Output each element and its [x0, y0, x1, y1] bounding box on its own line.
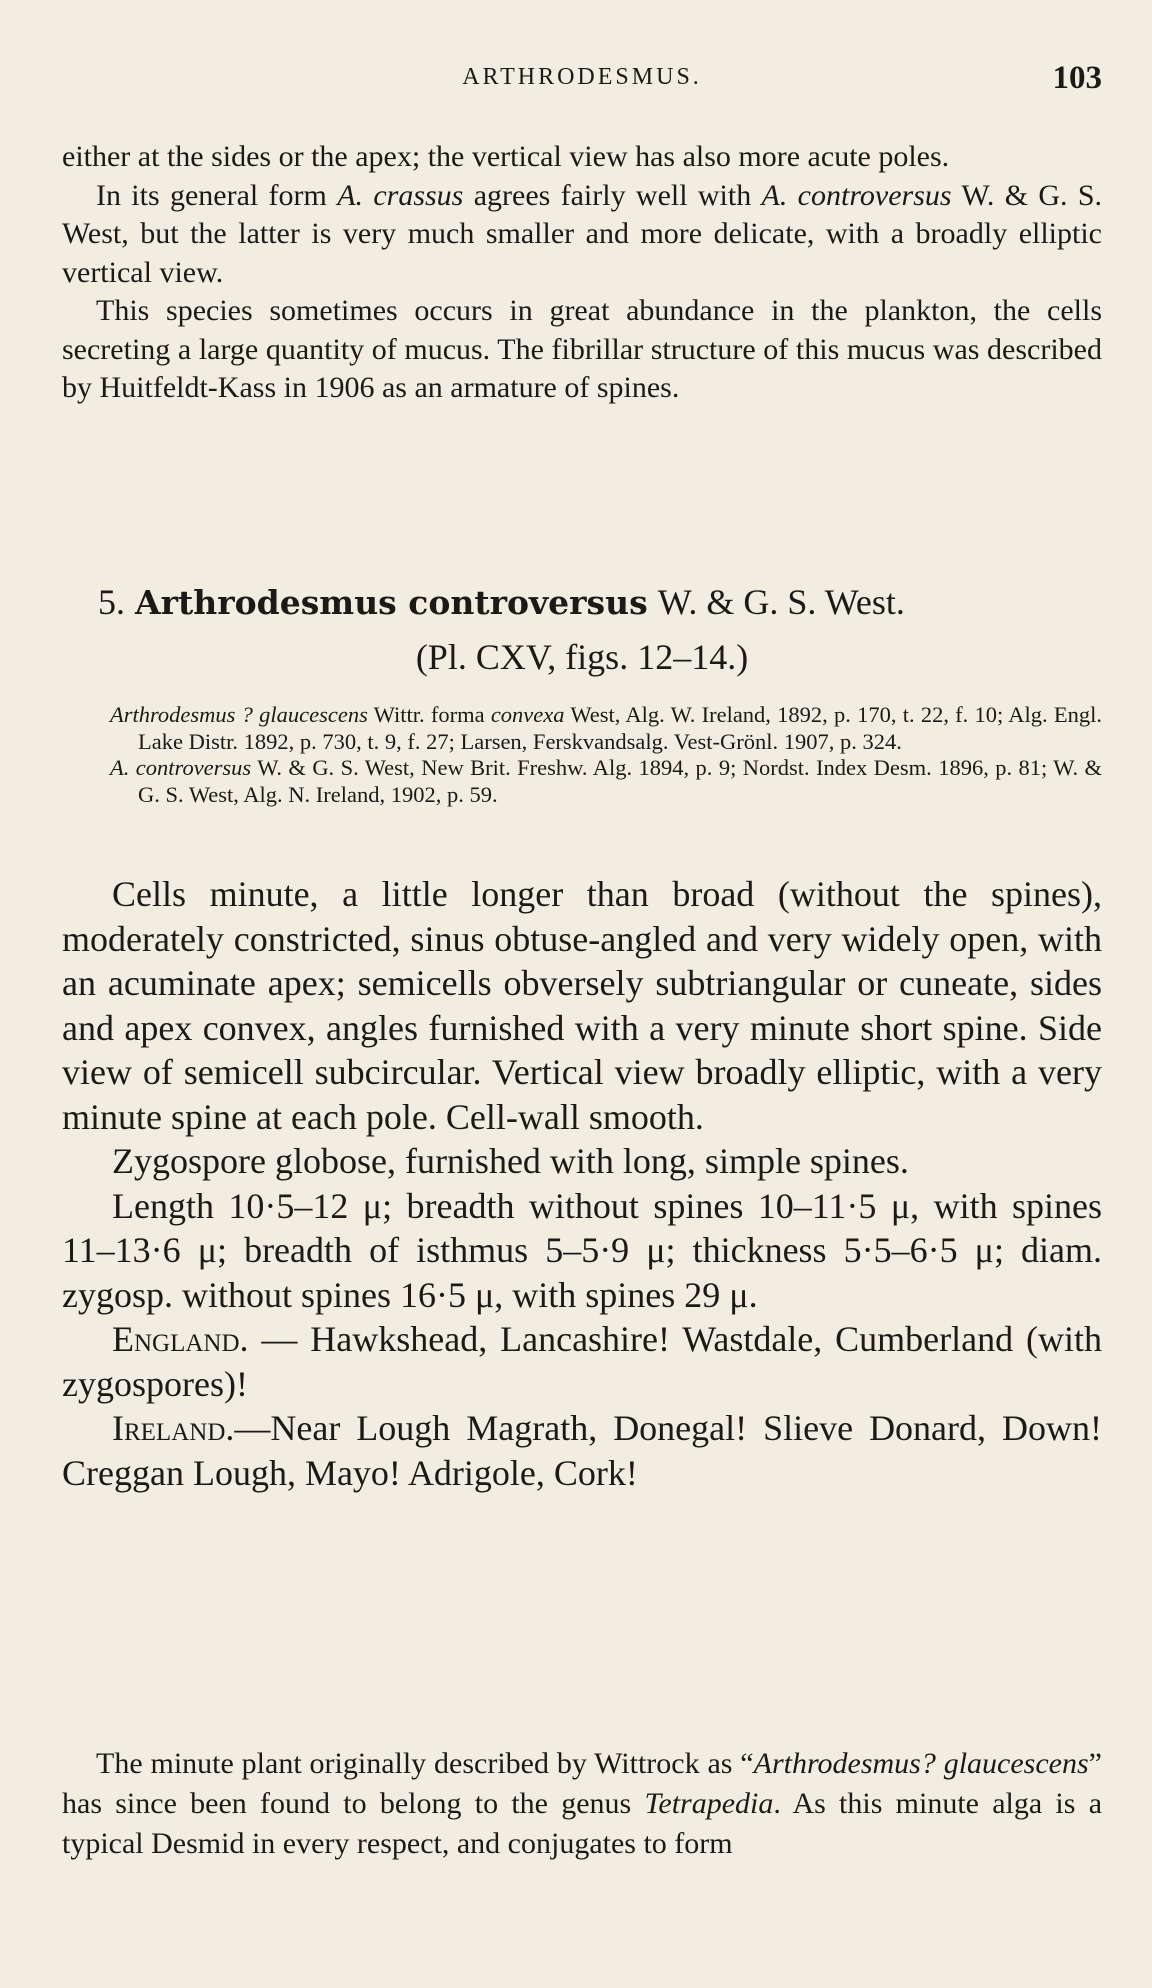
description-paragraph-1: Cells minute, a little longer than broad (without the spines), moderately constricted, sinus obtuse-angled and very widely open, with an acuminate apex; semicells obversely subtriangular or cuneate, sides and apex convex, angles furnished with a very minute short spine. Side view of semicell subcircular. Vertical view broadly elliptic, with a very minute spine at each pole. Cell-wall smooth. [62, 874, 1102, 1137]
distribution-ireland [62, 1406, 1102, 1495]
intro-text [62, 138, 1102, 408]
description-paragraph-2: Zygospore globose, furnished with long, simple spines. [112, 1141, 909, 1181]
intro-p2-text-a: In its general form [96, 178, 338, 212]
synonym-entry-1 [110, 702, 1102, 755]
england-label: England. [112, 1319, 249, 1359]
plate-reference: (Pl. CXV, figs. 12–14.) [415, 637, 749, 677]
synonym-1-refs: West, Alg. W. Ireland, 1892, p. 170, t. 22, f. 10; Alg. Engl. Lake Distr. 1892, p. 730, t. 9, f. 27; Larsen, Ferskvandsalg. Vest-Grönl. 1907, p. 324. [138, 702, 1102, 754]
synonym-1-name: Arthrodesmus ? glaucescens [110, 702, 368, 727]
synonym-1-forma: convexa [490, 702, 565, 727]
intro-paragraph-1: either at the sides or the apex; the vertical view has also more acute poles. [62, 140, 950, 173]
closing-note [62, 1744, 1102, 1864]
closing-taxon: Arthrodesmus? glaucescens [753, 1747, 1089, 1780]
intro-paragraph-3: This species sometimes occurs in great abundance in the plankton, the cells secreting a large quantity of mucus. The fibrillar structure of this mucus was described by Huitfeldt-Kass in 1906 as an armature of spines. [62, 294, 1102, 404]
synonym-1-text-b: Wittr. forma [367, 702, 491, 727]
species-heading-block [62, 578, 1102, 681]
synonym-entry-2 [110, 755, 1102, 808]
ireland-label: Ireland. [112, 1408, 235, 1448]
book-page [62, 0, 1102, 1988]
intro-p2-text-e: W. & G. S. West, but the latter is very much smaller and more delicate, with a broadly elliptic vertical view. [62, 178, 1103, 289]
closing-text-a: The minute plant originally described by Wittrock as “ [96, 1747, 754, 1780]
ireland-localities: —Near Lough Magrath, Donegal! Slieve Donard, Down! Creggan Lough, Mayo! Adrigole, Cork! [62, 1408, 1102, 1493]
distribution-england [62, 1317, 1102, 1406]
measurements-paragraph: Length 10·5–12 μ; breadth without spines 10–11·5 μ, with spines 11–13·6 μ; breadth of isthmus 5–5·9 μ; thickness 5·5–6·5 μ; diam. zygosp. without spines 16·5 μ, with spines 29 μ. [62, 1185, 1102, 1315]
synonymy-list [110, 702, 1102, 808]
taxon-a-controversus: A. controversus [761, 178, 952, 212]
species-number: 5. [98, 582, 125, 622]
synonym-2-refs: W. & G. S. West, New Brit. Freshw. Alg. 1894, p. 9; Nordst. Index Desm. 1896, p. 81; W. & G. S. West, Alg. N. Ireland, 1902, p. 59. [138, 755, 1102, 807]
species-heading [62, 578, 1102, 627]
page-header [62, 60, 1102, 100]
closing-text-c: ” has since been found to belong to the genus [62, 1747, 1102, 1820]
closing-genus: Tetrapedia [644, 1787, 774, 1820]
intro-paragraph-2 [62, 177, 1102, 293]
synonym-2-name: A. controversus [110, 755, 252, 780]
intro-p2-text-c: agrees fairly well with [463, 178, 762, 212]
species-authority: W. & G. S. West. [657, 582, 905, 622]
england-localities: — Hawkshead, Lancashire! Wastdale, Cumberland (with zygospores)! [62, 1319, 1102, 1404]
page-number: 103 [1052, 60, 1102, 96]
closing-paragraph [62, 1744, 1102, 1864]
species-description [62, 872, 1102, 1495]
closing-text-e: . As this minute alga is a typical Desmid in every respect, and conjugates to form [62, 1787, 1103, 1860]
running-head: ARTHRODESMUS. [462, 64, 702, 90]
species-name: Arthrodesmus controversus [135, 583, 648, 622]
taxon-a-crassus: A. crassus [337, 178, 464, 212]
